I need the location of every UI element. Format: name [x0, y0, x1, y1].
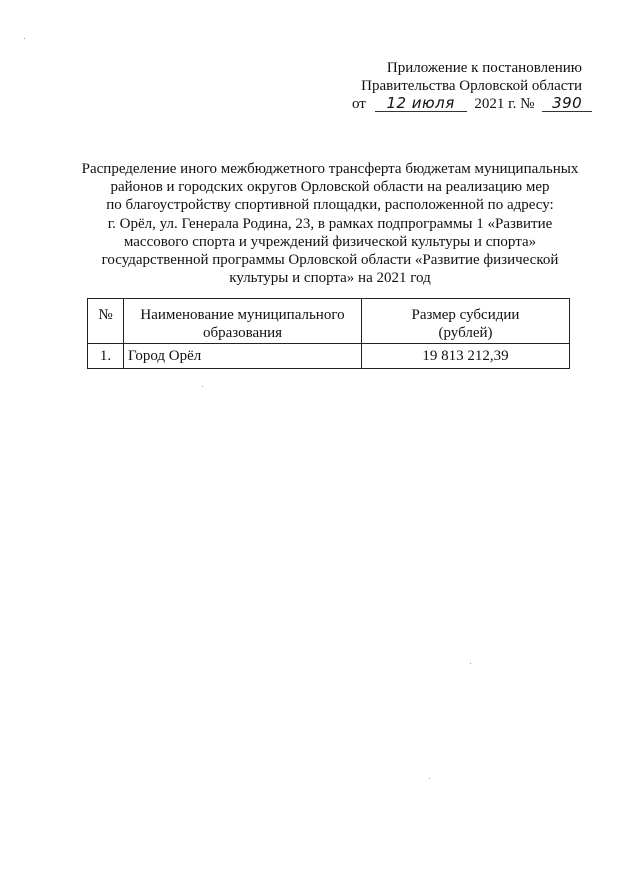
title-line: районов и городских округов Орловской области на реализацию мер [110, 179, 550, 196]
title-line: Распределение иного межбюджетного трансферта бюджетам муниципальных [81, 161, 579, 177]
header-subsidy-line: (рублей) [438, 325, 493, 341]
appendix-line-1: Приложение к постановлению [386, 60, 582, 76]
header-number: № [88, 299, 124, 344]
table-header-row [88, 299, 570, 344]
year-text: 2021 г. № [474, 96, 535, 112]
scan-speck [470, 663, 471, 664]
header-municipality-line: образования [202, 325, 283, 341]
title-line: г. Орёл, ул. Генерала Родина, 23, в рамках подпрограммы 1 «Развитие [107, 215, 553, 232]
cell-municipality: Город Орёл [124, 344, 362, 369]
appendix-header [352, 59, 582, 113]
header-subsidy-line: Размер субсидии [411, 307, 520, 323]
scan-speck [24, 38, 25, 39]
table-row [88, 344, 570, 369]
document-title [80, 160, 580, 287]
appendix-line-2: Правительства Орловской области [361, 78, 582, 94]
scan-speck [202, 386, 203, 387]
appendix-date-line [352, 95, 582, 113]
title-line: государственной программы Орловской области «Развитие физической [101, 252, 559, 269]
cell-subsidy-amount: 19 813 212,39 [362, 344, 570, 369]
cell-number: 1. [88, 344, 124, 369]
handwritten-date: 12 июля [375, 95, 467, 112]
title-line: по благоустройству спортивной площадки, расположенной по адресу: [106, 197, 554, 214]
date-prefix: от [352, 96, 366, 112]
scan-speck [429, 778, 430, 779]
handwritten-number: 390 [542, 95, 592, 112]
title-line: культуры и спорта» на 2021 год [229, 270, 431, 287]
header-subsidy-amount [362, 299, 570, 344]
title-line: массового спорта и учреждений физической культуры и спорта» [123, 233, 537, 250]
header-municipality-line: Наименование муниципального [140, 307, 345, 323]
subsidy-table [87, 298, 570, 369]
header-municipality [124, 299, 362, 344]
